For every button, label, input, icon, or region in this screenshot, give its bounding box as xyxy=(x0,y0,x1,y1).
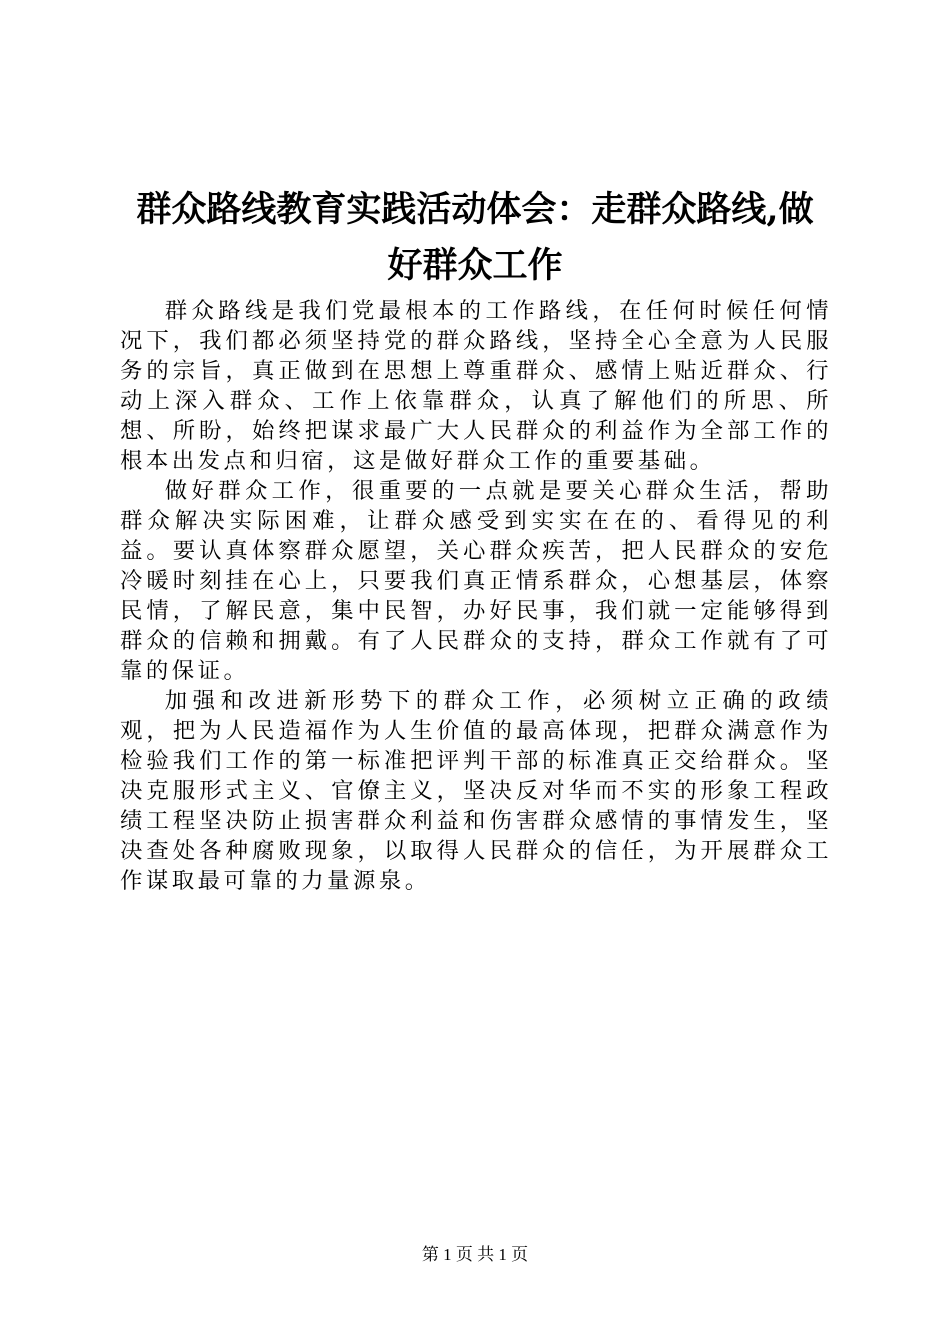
paragraph-3: 加强和改进新形势下的群众工作，必须树立正确的政绩观，把为人民造福作为人生价值的最高体现，把群众满意作为检验我们工作的第一标准把评判干部的标准真正交给群众。坚决克服形式主义、官僚主义，坚决反对华而不实的形象工程政绩工程坚决防止损害群众利益和伤害群众感情的事情发生，坚决查处各种腐败现象，以取得人民群众的信任，为开展群众工作谋取最可靠的力量源泉。 xyxy=(120,688,832,894)
page-footer: 第 1 页 共 1 页 xyxy=(421,1245,529,1264)
document-body xyxy=(120,296,832,896)
paragraph-2: 做好群众工作，很重要的一点就是要关心群众生活，帮助群众解决实际困难，让群众感受到实实在在的、看得见的利益。要认真体察群众愿望，关心群众疾苦，把人民群众的安危冷暖时刻挂在心上，只要我们真正情系群众，心想基层，体察民情，了解民意，集中民智，办好民事，我们就一定能够得到群众的信赖和拥戴。有了人民群众的支持，群众工作就有了可靠的保证。 xyxy=(120,478,832,684)
document-title: 群众路线教育实践活动体会：走群众路线,做好群众工作 xyxy=(136,189,814,286)
paragraph-1: 群众路线是我们党最根本的工作路线，在任何时候任何情况下，我们都必须坚持党的群众路线，坚持全心全意为人民服务的宗旨，真正做到在思想上尊重群众、感情上贴近群众、行动上深入群众、工作上依靠群众，认真了解他们的所思、所想、所盼，始终把谋求最广大人民群众的利益作为全部工作的根本出发点和归宿，这是做好群众工作的重要基础。 xyxy=(120,298,832,474)
